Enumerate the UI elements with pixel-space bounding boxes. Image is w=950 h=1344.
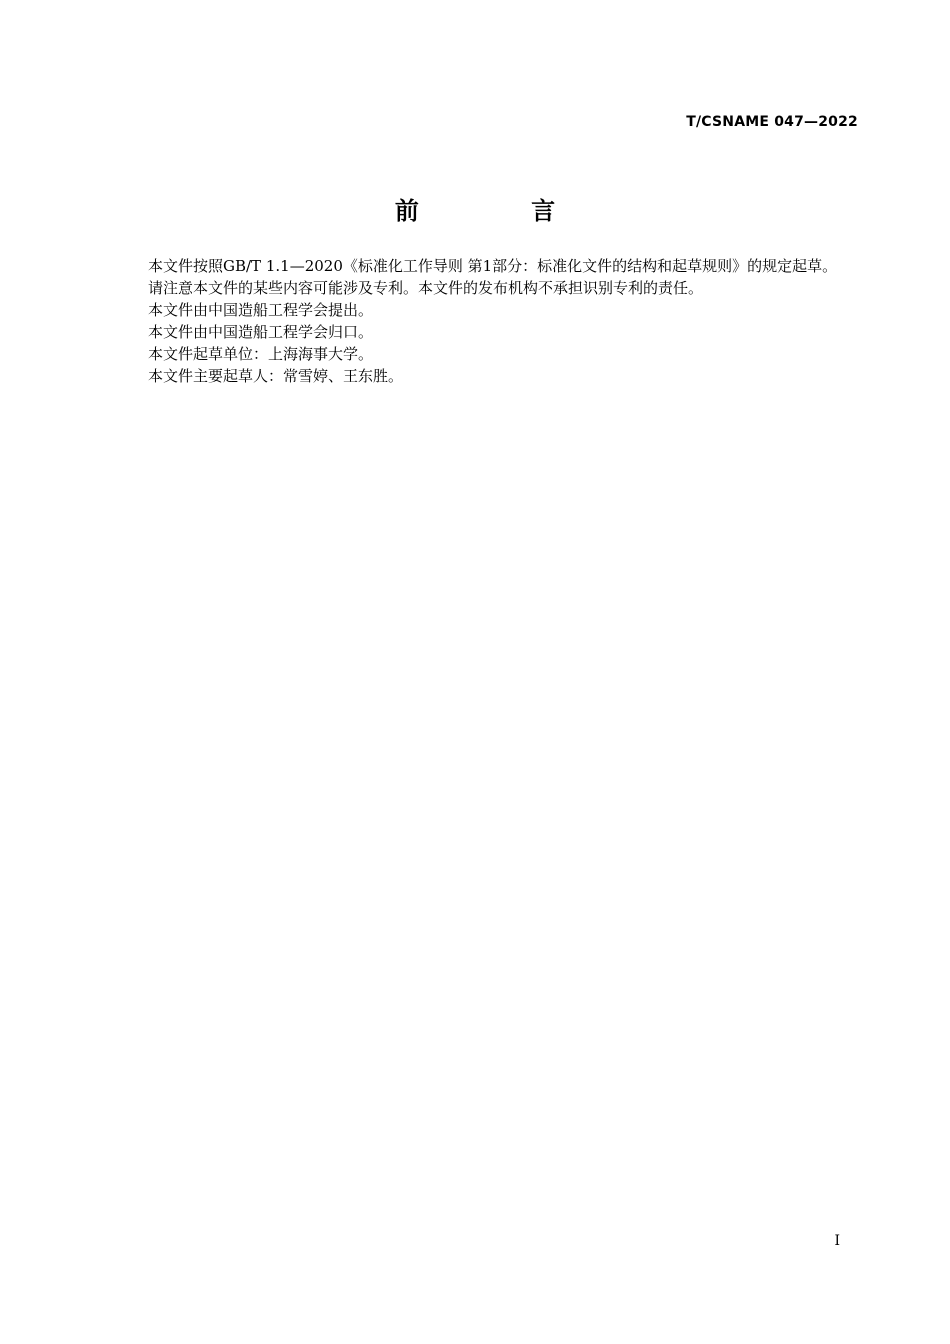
paragraph-administrator: 本文件由中国造船工程学会归口。	[148, 323, 374, 341]
page-number: I	[834, 1233, 840, 1249]
paragraph-drafters: 本文件主要起草人：常雪婷、王东胜。	[148, 367, 404, 385]
page-title: 前 言	[394, 197, 608, 225]
paragraph-patent-notice: 请注意本文件的某些内容可能涉及专利。本文件的发布机构不承担识别专利的责任。	[148, 279, 704, 297]
document-code: T/CSNAME 047—2022	[686, 114, 858, 130]
paragraph-proposer: 本文件由中国造船工程学会提出。	[148, 301, 374, 319]
paragraph-drafting-unit: 本文件起草单位：上海海事大学。	[148, 345, 374, 363]
foreword-body	[114, 255, 859, 387]
paragraph-drafting-basis: 本文件按照GB/T 1.1—2020《标准化工作导则 第1部分：标准化文件的结构和起草规则》的规定起草。	[148, 257, 838, 275]
